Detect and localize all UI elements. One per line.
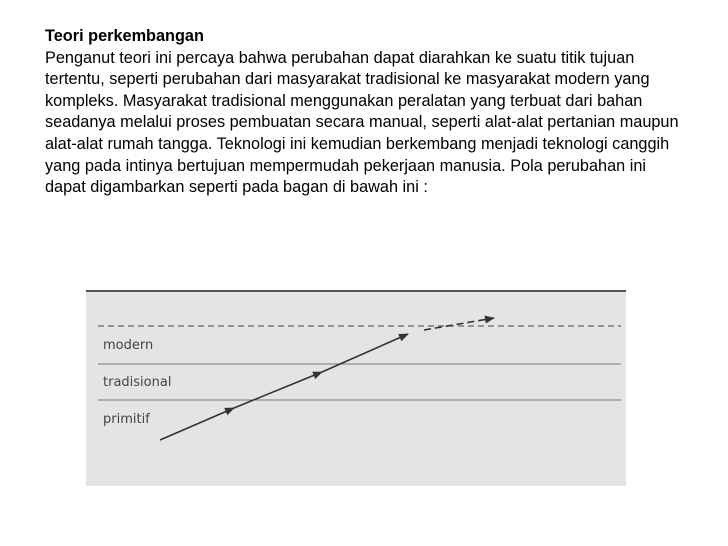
level-label-primitif: primitif (103, 412, 150, 427)
section-heading: Teori perkembangan (45, 27, 204, 45)
development-diagram (86, 286, 626, 486)
body-paragraph: Penganut teori ini percaya bahwa perubahan dapat diarahkan ke suatu titik tujuan tertentu, seperti perubahan dari masyarakat tradisional ke masyarakat modern yang kompleks. Masyarakat tradisional menggunakan peralatan yang terbuat dari bahan seadanya melalui proses pembuatan secara manual, seperti alat-alat pertanian maupun alat-alat rumah tangga. Teknologi ini kemudian berkembang menjadi teknologi canggih yang pada intinya bertujuan mempermudah pekerjaan manusia. Pola perubahan ini dapat digambarkan seperti pada bagan di bawah ini : (45, 48, 679, 197)
text-block (45, 26, 685, 199)
diagram-svg (86, 286, 626, 486)
level-label-modern: modern (103, 338, 154, 353)
level-label-tradisional: tradisional (103, 375, 172, 390)
